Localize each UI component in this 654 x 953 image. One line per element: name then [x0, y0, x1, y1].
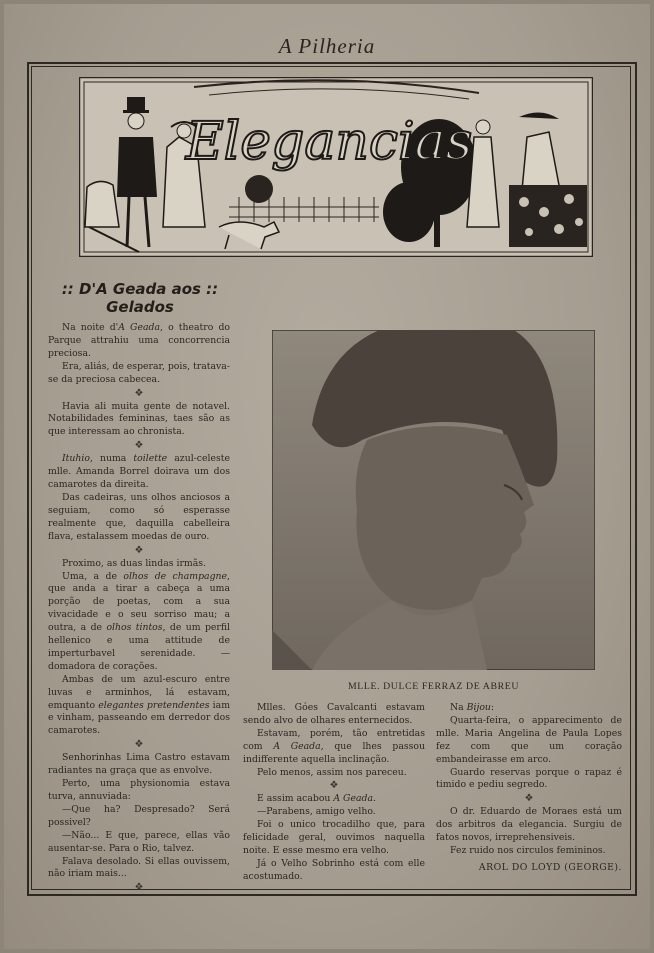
portrait-photo	[272, 330, 595, 670]
ornament-icon: ❖	[329, 780, 339, 792]
paragraph: Quarta-feira, o apparecimento de mlle. Maria Angelina de Paula Lopes fez com que um coração embandeirasse em arco.	[436, 714, 622, 765]
ornament-icon: ❖	[134, 387, 144, 399]
paragraph: Das cadeiras, uns olhos anciosos a seguiam, como só esperasse realmente que, daquilla cabelleira flava, estalassem moedas de ouro.	[48, 491, 230, 542]
paragraph: Era, aliás, de esperar, pois, tratava-se da preciosa cabecea.	[48, 360, 230, 385]
author-signature: AROL DO LOYD (GEORGE).	[478, 861, 622, 873]
headline-line1: :: D'A Geada aos ::	[61, 280, 219, 298]
ornament-icon: ❖	[134, 882, 144, 894]
ornament-icon: ❖	[524, 793, 534, 805]
paragraph: Proximo, as duas lindas irmãs.	[62, 557, 206, 569]
paragraph: Foi o unico trocadilho que, para felicidade geral, ouvimos naquella noite. E esse mesmo era velho.	[243, 819, 425, 857]
article-headline	[44, 280, 236, 316]
paragraph: Havia ali muita gente de notavel. Notabilidades femininas, taes são as que interessam ao chronista.	[48, 400, 230, 438]
ornament-icon: ❖	[134, 440, 144, 452]
paragraph: —Parabens, amigo velho.	[257, 806, 376, 818]
paragraph: Uma, a de olhos de champagne, que anda a tirar a cabeça a uma porção de poetas, com a sua vivacidade e o seu sorriso mau; a outra, a de olhos tintos, de um perfil hellenico e uma attitude de imperturbavel serenidade. — domadora de corações.	[48, 570, 231, 672]
banner-illustration	[79, 77, 593, 257]
paragraph: Ambas de um azul-escuro entre luvas e arminhos, lá estavam, emquanto elegantes pretendentes iam e vinham, passeando em derredor dos camarotes.	[48, 673, 231, 737]
ornament-icon: ❖	[134, 544, 144, 556]
ornament-icon: ❖	[134, 739, 144, 751]
paragraph: Mlles. Góes Cavalcanti estavam sendo alvo de olhares enternecidos.	[243, 702, 425, 726]
article-column-1	[48, 322, 230, 895]
banner-title: Elegancias	[185, 112, 473, 172]
photo-caption: MLLE. DULCE FERRAZ DE ABREU	[347, 681, 520, 692]
paragraph: Fez ruido nos circulos femininos.	[450, 845, 606, 857]
paragraph: Pelo menos, assim nos pareceu.	[257, 766, 407, 778]
paragraph: Senhorinhas Lima Castro estavam radiantes na graça que as envolve.	[48, 752, 230, 777]
paragraph: Perto, uma physionomia estava turva, annuviada:	[48, 778, 230, 802]
paragraph: Na noite d'A Geada, o theatro do Parque attrahiu uma concorrencia preciosa.	[48, 322, 230, 359]
article-column-3	[436, 702, 622, 875]
paragraph: Na Bijou:	[450, 702, 495, 713]
paragraph: Ituhio, numa toilette azul-celeste mlle. Amanda Borrel doirava um dos camarotes da direita.	[48, 453, 230, 491]
paragraph: Falava desolado. Si ellas ouvissem, não iriam mais...	[48, 855, 230, 880]
paragraph: —Não... E que, parece, ellas vão ausentar-se. Para o Rio, talvez.	[48, 829, 230, 854]
headline-line2: Gelados	[106, 298, 174, 316]
paragraph: Estavam, porém, tão entretidas com A Geada, que lhes passou indifferente aquella inclinação.	[243, 727, 425, 765]
paragraph: O dr. Eduardo de Moraes está um dos arbitros da elegancia. Surgiu de fatos novos, irreprehensiveis.	[436, 806, 622, 844]
paragraph: Já o Velho Sobrinho está com elle acostumado.	[243, 857, 425, 882]
paragraph: —Que ha? Despresado? Será possivel?	[48, 803, 230, 828]
paragraph: Guardo reservas porque o rapaz é timido e pediu segredo.	[436, 766, 622, 791]
masthead: A Pilheria	[278, 34, 376, 58]
article-column-2	[243, 702, 425, 884]
paragraph: E assim acabou A Geada.	[257, 793, 376, 805]
